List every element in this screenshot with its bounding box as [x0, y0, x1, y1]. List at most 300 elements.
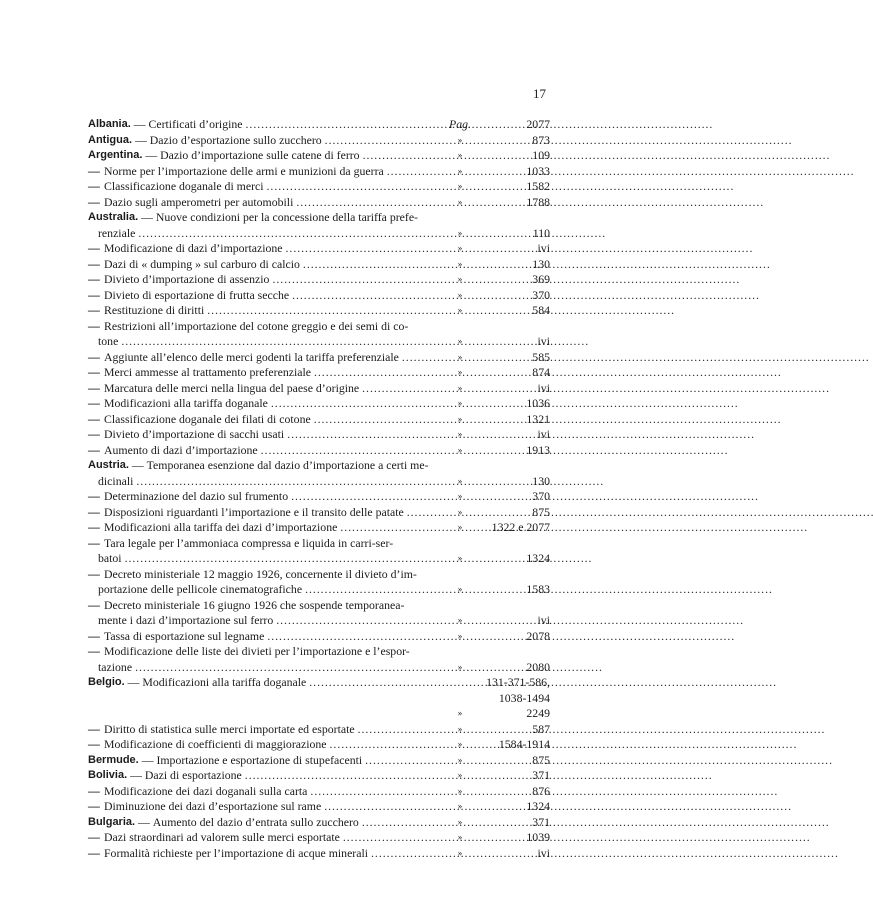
- index-entry: [88, 753, 550, 769]
- index-entry: [88, 443, 550, 459]
- page-marker: »: [457, 630, 463, 641]
- page-reference: ivi: [537, 845, 550, 860]
- continuation-dash: —: [88, 628, 100, 643]
- entry-label: [88, 799, 440, 815]
- continuation-dash: —: [88, 721, 100, 736]
- page-marker: »: [457, 754, 463, 765]
- continuation-dash: —: [88, 163, 100, 178]
- separator-dash: —: [132, 132, 150, 147]
- page-reference: 875: [532, 504, 550, 519]
- dot-leader: [407, 505, 440, 521]
- entry-label: [88, 164, 440, 180]
- index-entry: [88, 458, 550, 474]
- page-reference: 369: [532, 272, 550, 286]
- entry-label: [88, 195, 440, 211]
- entry-text: renziale: [98, 225, 136, 240]
- entry-label: [88, 179, 440, 195]
- continuation-dash: —: [88, 287, 100, 302]
- country-name: Antigua.: [88, 133, 132, 146]
- entry-text: Restituzione di diritti: [104, 303, 205, 317]
- dot-leader: [272, 272, 440, 288]
- page-marker: »: [457, 475, 463, 486]
- page-reference: 584: [532, 303, 550, 317]
- entry-text: Dazi di esportazione: [144, 768, 242, 782]
- entry-label: [88, 241, 440, 257]
- entry-text: Modificazioni alla tariffa dei dazi d’importazione: [104, 520, 338, 534]
- continuation-dash: —: [88, 597, 100, 612]
- continuation-dash: —: [88, 380, 100, 395]
- dot-leader: [358, 722, 440, 738]
- page-reference: 130: [532, 473, 550, 488]
- continuation-dash: —: [88, 520, 100, 534]
- entry-text: tone: [98, 334, 119, 348]
- entry-text: Divieto di esportazione di frutta secche: [104, 287, 290, 302]
- page-reference: 876: [532, 783, 550, 798]
- index-entry: [88, 412, 550, 428]
- page-reference: 1324: [526, 551, 550, 565]
- page-marker: »: [457, 181, 463, 191]
- dot-leader: [286, 241, 440, 257]
- separator-dash: —: [142, 148, 161, 162]
- index-entry: [88, 489, 550, 505]
- page-marker: Pag.: [449, 117, 471, 131]
- page-reference: 873: [532, 132, 550, 147]
- entry-label: [88, 148, 440, 164]
- page-reference: ivi: [537, 427, 550, 441]
- entry-label: [88, 474, 440, 490]
- dot-leader: [314, 412, 440, 428]
- index-entry: [88, 784, 550, 800]
- entry-text: Classificazione doganale dei filati di cotone: [104, 411, 311, 426]
- page-marker: »: [457, 336, 463, 346]
- entry-label: [88, 288, 440, 304]
- continuation-dash: —: [88, 799, 100, 813]
- page-marker: »: [457, 553, 463, 563]
- entry-text: dicinali: [98, 473, 134, 488]
- page-number: 17: [533, 86, 546, 101]
- index-entry: [88, 846, 550, 862]
- page-marker: »: [457, 398, 463, 408]
- entry-text: Aumento di dazi d’importazione: [104, 442, 258, 457]
- entry-label: [88, 846, 440, 862]
- page-reference: 130: [532, 256, 550, 271]
- country-name: Belgio.: [88, 676, 125, 688]
- entry-text: Formalità richieste per l’importazione di acque minerali: [104, 845, 369, 860]
- continuation-dash: —: [88, 241, 100, 255]
- entry-text: Tara legale per l’ammoniaca compressa e liquida in carri-ser-: [104, 535, 394, 550]
- entry-text: Disposizioni riguardanti l’importazione e il transito delle patate: [104, 504, 404, 519]
- index-entry: [88, 396, 550, 412]
- page-reference: 1036: [526, 396, 550, 410]
- page-reference: 109: [532, 148, 550, 162]
- page-reference: 587: [532, 721, 550, 736]
- entry-text: Dazio d’importazione sulle catene di ferro: [160, 148, 360, 162]
- dot-leader: [296, 195, 440, 211]
- page-reference: 2077: [526, 117, 550, 131]
- entry-text: Merci ammesse al trattamento preferenziale: [104, 365, 311, 379]
- entry-label: [88, 753, 440, 769]
- page-marker: »: [457, 491, 463, 501]
- dot-leader: [343, 830, 440, 846]
- dot-leader: [365, 753, 440, 769]
- page-marker: »: [457, 584, 463, 594]
- continuation-dash: —: [88, 489, 100, 503]
- page-reference: 585: [532, 349, 550, 364]
- country-name: Bulgaria.: [88, 815, 136, 828]
- entry-label: [88, 350, 440, 366]
- page-reference: 1033: [526, 163, 550, 178]
- entry-text: Dazi straordinari ad valorem sulle merci esportate: [104, 830, 340, 844]
- continuation-dash: —: [88, 349, 100, 364]
- continuation-dash: —: [88, 535, 100, 550]
- entry-label: [88, 675, 440, 691]
- entry-text: tazione: [98, 659, 133, 674]
- page-marker: »: [457, 274, 463, 284]
- continuation-dash: —: [88, 256, 100, 271]
- dot-leader: [340, 520, 440, 536]
- dot-leader: [245, 768, 440, 784]
- index-entry: [88, 768, 550, 784]
- entry-label: [88, 815, 440, 831]
- entry-label: [88, 613, 440, 629]
- index-entry: [88, 567, 550, 583]
- country-name: Bermude.: [88, 753, 139, 766]
- page-marker: »: [457, 196, 463, 207]
- index-entry: [88, 226, 550, 242]
- page-reference: 1582: [526, 179, 550, 193]
- dot-leader: [125, 551, 440, 567]
- page-marker: »: [457, 150, 463, 160]
- page-marker: »: [457, 770, 463, 780]
- dot-leader: [291, 489, 440, 505]
- page-marker: »: [457, 522, 463, 532]
- separator-dash: —: [135, 814, 153, 829]
- page-reference: 1322 e 2077: [491, 520, 550, 534]
- entry-label: [88, 784, 440, 800]
- entry-label: [88, 443, 440, 459]
- dot-leader: [305, 582, 440, 598]
- index-entry: [88, 644, 550, 660]
- entry-text: Temporanea esenzione dal dazio d’importazione a certi me-: [146, 458, 429, 472]
- entry-label: [88, 551, 440, 567]
- page-marker: »: [457, 165, 463, 176]
- entry-text: Dazio sugli amperometri per automobili: [104, 194, 294, 209]
- country-name: Bolivia.: [88, 769, 128, 781]
- separator-dash: —: [124, 675, 143, 689]
- dot-leader: [309, 675, 440, 691]
- continuation-dash: —: [88, 442, 100, 457]
- page-marker: »: [457, 444, 463, 455]
- entry-label: [88, 567, 440, 583]
- index-entry: [88, 334, 550, 350]
- index-entry: [88, 350, 550, 366]
- page-reference: 1039: [526, 830, 550, 844]
- index-entry: [88, 660, 550, 676]
- dot-leader: [135, 660, 440, 676]
- continuation-dash: —: [88, 365, 100, 379]
- page-marker: »: [457, 615, 463, 625]
- dot-leader: [261, 443, 440, 459]
- entry-text: Tassa di esportazione sul legname: [104, 628, 265, 643]
- entry-text: Aggiunte all’elenco delle merci godenti la tariffa preferenziale: [104, 349, 399, 364]
- entry-text: Classificazione doganale di merci: [104, 179, 264, 193]
- entry-text: Certificati d’origine: [148, 117, 243, 131]
- page-reference: 1321: [526, 411, 550, 426]
- entry-label: [88, 257, 440, 273]
- continuation-dash: —: [88, 411, 100, 426]
- page-reference: 2249: [526, 706, 550, 720]
- index-entry: [88, 195, 550, 211]
- dot-leader: [371, 846, 440, 862]
- dot-leader: [324, 799, 440, 815]
- entry-label: [88, 272, 440, 288]
- entry-text: Modificazione di coefficienti di maggiorazione: [104, 737, 327, 751]
- entry-label: [88, 582, 440, 598]
- page-reference: 131-371-586,: [486, 675, 550, 689]
- dot-leader: [325, 133, 440, 149]
- page-reference: ivi: [537, 241, 550, 255]
- entry-label: [88, 210, 440, 226]
- page-reference: 1038-1494: [498, 690, 550, 705]
- separator-dash: —: [127, 768, 145, 782]
- index-entry: [88, 319, 550, 335]
- index-entry: [88, 536, 550, 552]
- entry-label: [88, 117, 440, 133]
- page-marker: »: [457, 227, 463, 238]
- index-entry: [88, 551, 550, 567]
- continuation-dash: —: [88, 783, 100, 798]
- country-name: Albania.: [88, 118, 131, 130]
- entry-label: [88, 381, 440, 397]
- separator-dash: —: [138, 210, 156, 224]
- page-reference: ivi: [537, 334, 550, 348]
- dot-leader: [136, 474, 440, 490]
- entry-label: [88, 396, 440, 412]
- index-entry: [88, 303, 550, 319]
- page-marker: »: [457, 243, 463, 253]
- dot-leader: [271, 396, 440, 412]
- page-reference: 1583: [526, 582, 550, 596]
- entry-label: [88, 737, 440, 753]
- continuation-dash: —: [88, 830, 100, 844]
- page-reference: 371: [532, 768, 550, 782]
- page-marker: »: [457, 832, 463, 842]
- page-reference: 371: [532, 814, 550, 829]
- continuation-dash: —: [88, 427, 100, 441]
- entry-text: Norme per l’importazione delle armi e munizioni da guerra: [104, 163, 384, 178]
- page-reference: 370: [532, 489, 550, 503]
- page-reference: 1324: [526, 799, 550, 813]
- page-marker: »: [457, 134, 463, 145]
- index-entry: [88, 613, 550, 629]
- separator-dash: —: [138, 752, 157, 767]
- index-entry: [88, 148, 550, 164]
- index-entry: [88, 365, 550, 381]
- index-list: [88, 117, 550, 861]
- page-marker: »: [457, 413, 463, 424]
- index-entry: [88, 257, 550, 273]
- page-marker: »: [457, 367, 463, 377]
- index-entry: [88, 737, 550, 753]
- dot-leader: [287, 427, 440, 443]
- index-entry: [88, 675, 550, 691]
- entry-label: [88, 133, 440, 149]
- page-marker: »: [457, 351, 463, 362]
- index-entry: [88, 241, 550, 257]
- continuation-dash: —: [88, 737, 100, 751]
- entry-label: [88, 536, 440, 552]
- entry-text: Importazione e esportazione di stupefacenti: [156, 752, 363, 767]
- continuation-dash: —: [88, 272, 100, 286]
- entry-text: Dazi di « dumping » sul carburo di calcio: [104, 256, 300, 271]
- index-entry: [88, 427, 550, 443]
- index-entry: [88, 691, 550, 707]
- entry-text: portazione delle pellicole cinematografiche: [98, 582, 303, 596]
- entry-text: Divieto d’importazione di assenzio: [104, 272, 270, 286]
- entry-label: [88, 489, 440, 505]
- page-marker: »: [457, 785, 463, 796]
- index-entry: [88, 629, 550, 645]
- continuation-dash: —: [88, 194, 100, 209]
- entry-label: [88, 520, 440, 536]
- entry-label: [88, 334, 440, 350]
- dot-leader: [330, 737, 440, 753]
- index-entry: [88, 179, 550, 195]
- page-reference: 110: [532, 225, 550, 240]
- dot-leader: [363, 148, 440, 164]
- index-entry: [88, 582, 550, 598]
- index-entry: [88, 520, 550, 536]
- page-reference: 1788: [526, 194, 550, 209]
- entry-label: [88, 365, 440, 381]
- index-entry: [88, 815, 550, 831]
- index-entry: [88, 830, 550, 846]
- index-entry: [88, 799, 550, 815]
- page-reference: 1584-1914: [498, 737, 550, 751]
- page-marker: »: [457, 847, 463, 858]
- continuation-dash: —: [88, 504, 100, 519]
- entry-text: Diritto di statistica sulle merci importate ed esportate: [104, 721, 355, 736]
- entry-label: [88, 505, 440, 521]
- entry-text: Modificazione dei dazi doganali sulla carta: [104, 783, 308, 798]
- dot-leader: [303, 257, 440, 273]
- dot-leader: [314, 365, 440, 381]
- country-name: Australia.: [88, 211, 139, 223]
- page-marker: »: [457, 305, 463, 315]
- entry-label: [88, 830, 440, 846]
- dot-leader: [267, 179, 440, 195]
- entry-text: Decreto ministeriale 16 giugno 1926 che sospende temporanea-: [104, 597, 405, 612]
- page-marker: »: [457, 723, 463, 734]
- entry-text: Modificazione di dazi d’importazione: [104, 241, 283, 255]
- entry-text: Modificazioni alla tariffa doganale: [142, 675, 307, 689]
- index-entry: [88, 272, 550, 288]
- dot-leader: [310, 784, 440, 800]
- index-entry: [88, 117, 550, 133]
- entry-label: [88, 458, 440, 474]
- index-entry: [88, 381, 550, 397]
- dot-leader: [402, 350, 440, 366]
- entry-text: batoi: [98, 551, 122, 565]
- page-marker: »: [457, 506, 463, 517]
- entry-label: [88, 598, 440, 614]
- dot-leader: [292, 288, 440, 304]
- page-reference: 874: [532, 365, 550, 379]
- index-entry: [88, 288, 550, 304]
- continuation-dash: —: [88, 318, 100, 333]
- page-marker: »: [457, 816, 463, 827]
- entry-label: [88, 722, 440, 738]
- continuation-dash: —: [88, 566, 100, 581]
- entry-text: Modificazione delle liste dei divieti per l’importazione e l’espor-: [104, 644, 410, 658]
- page-marker: »: [457, 801, 463, 811]
- index-entry: [88, 706, 550, 722]
- country-name: Austria.: [88, 459, 129, 471]
- entry-text: Modificazioni alla tariffa doganale: [104, 396, 268, 410]
- page-marker: »: [457, 708, 463, 718]
- page-reference: 2080: [526, 659, 550, 674]
- entry-text: Aumento del dazio d’entrata sullo zucchero: [152, 814, 359, 829]
- page-reference: 2078: [526, 628, 550, 643]
- entry-label: [88, 303, 440, 319]
- continuation-dash: —: [88, 644, 100, 658]
- page-marker: »: [457, 289, 463, 300]
- page-reference: 1913: [526, 442, 550, 457]
- entry-text: Divieto d’importazione di sacchi usati: [104, 427, 285, 441]
- entry-text: Determinazione del dazio sul frumento: [104, 489, 289, 503]
- dot-leader: [121, 334, 440, 350]
- entry-text: Dazio d’esportazione sullo zucchero: [149, 132, 322, 147]
- entry-label: [88, 412, 440, 428]
- entry-label: [88, 768, 440, 784]
- page-reference: ivi: [537, 613, 550, 627]
- index-entry: [88, 722, 550, 738]
- index-entry: [88, 133, 550, 149]
- page-marker: »: [457, 258, 463, 269]
- index-entry: [88, 505, 550, 521]
- dot-leader: [276, 613, 440, 629]
- entry-text: Decreto ministeriale 12 maggio 1926, concernente il divieto d’im-: [104, 566, 417, 581]
- entry-label: [88, 319, 440, 335]
- entry-label: [88, 644, 440, 660]
- entry-text: Diminuzione dei dazi d’esportazione sul rame: [104, 799, 322, 813]
- entry-text: Restrizioni all’importazione del cotone greggio e dei semi di co-: [104, 318, 409, 333]
- dot-leader: [387, 164, 440, 180]
- entry-label: [88, 226, 440, 242]
- separator-dash: —: [130, 117, 149, 131]
- continuation-dash: —: [88, 396, 100, 410]
- dot-leader: [267, 629, 440, 645]
- page-marker: »: [457, 739, 463, 749]
- page-marker: »: [457, 661, 463, 672]
- page-marker: »: [457, 429, 463, 439]
- entry-text: Nuove condizioni per la concessione della tariffa prefe-: [155, 210, 418, 224]
- dot-leader: [207, 303, 440, 319]
- entry-text: mente i dazi d’importazione sul ferro: [98, 613, 274, 627]
- entry-label: [88, 629, 440, 645]
- country-name: Argentina.: [88, 149, 143, 161]
- continuation-dash: —: [88, 179, 100, 193]
- dot-leader: [362, 381, 440, 397]
- page-reference: 370: [532, 287, 550, 302]
- dot-leader: [138, 226, 440, 242]
- dot-leader: [362, 815, 440, 831]
- entry-label: [88, 660, 440, 676]
- entry-label: [88, 427, 440, 443]
- separator-dash: —: [128, 458, 147, 472]
- index-entry: [88, 164, 550, 180]
- continuation-dash: —: [88, 303, 100, 317]
